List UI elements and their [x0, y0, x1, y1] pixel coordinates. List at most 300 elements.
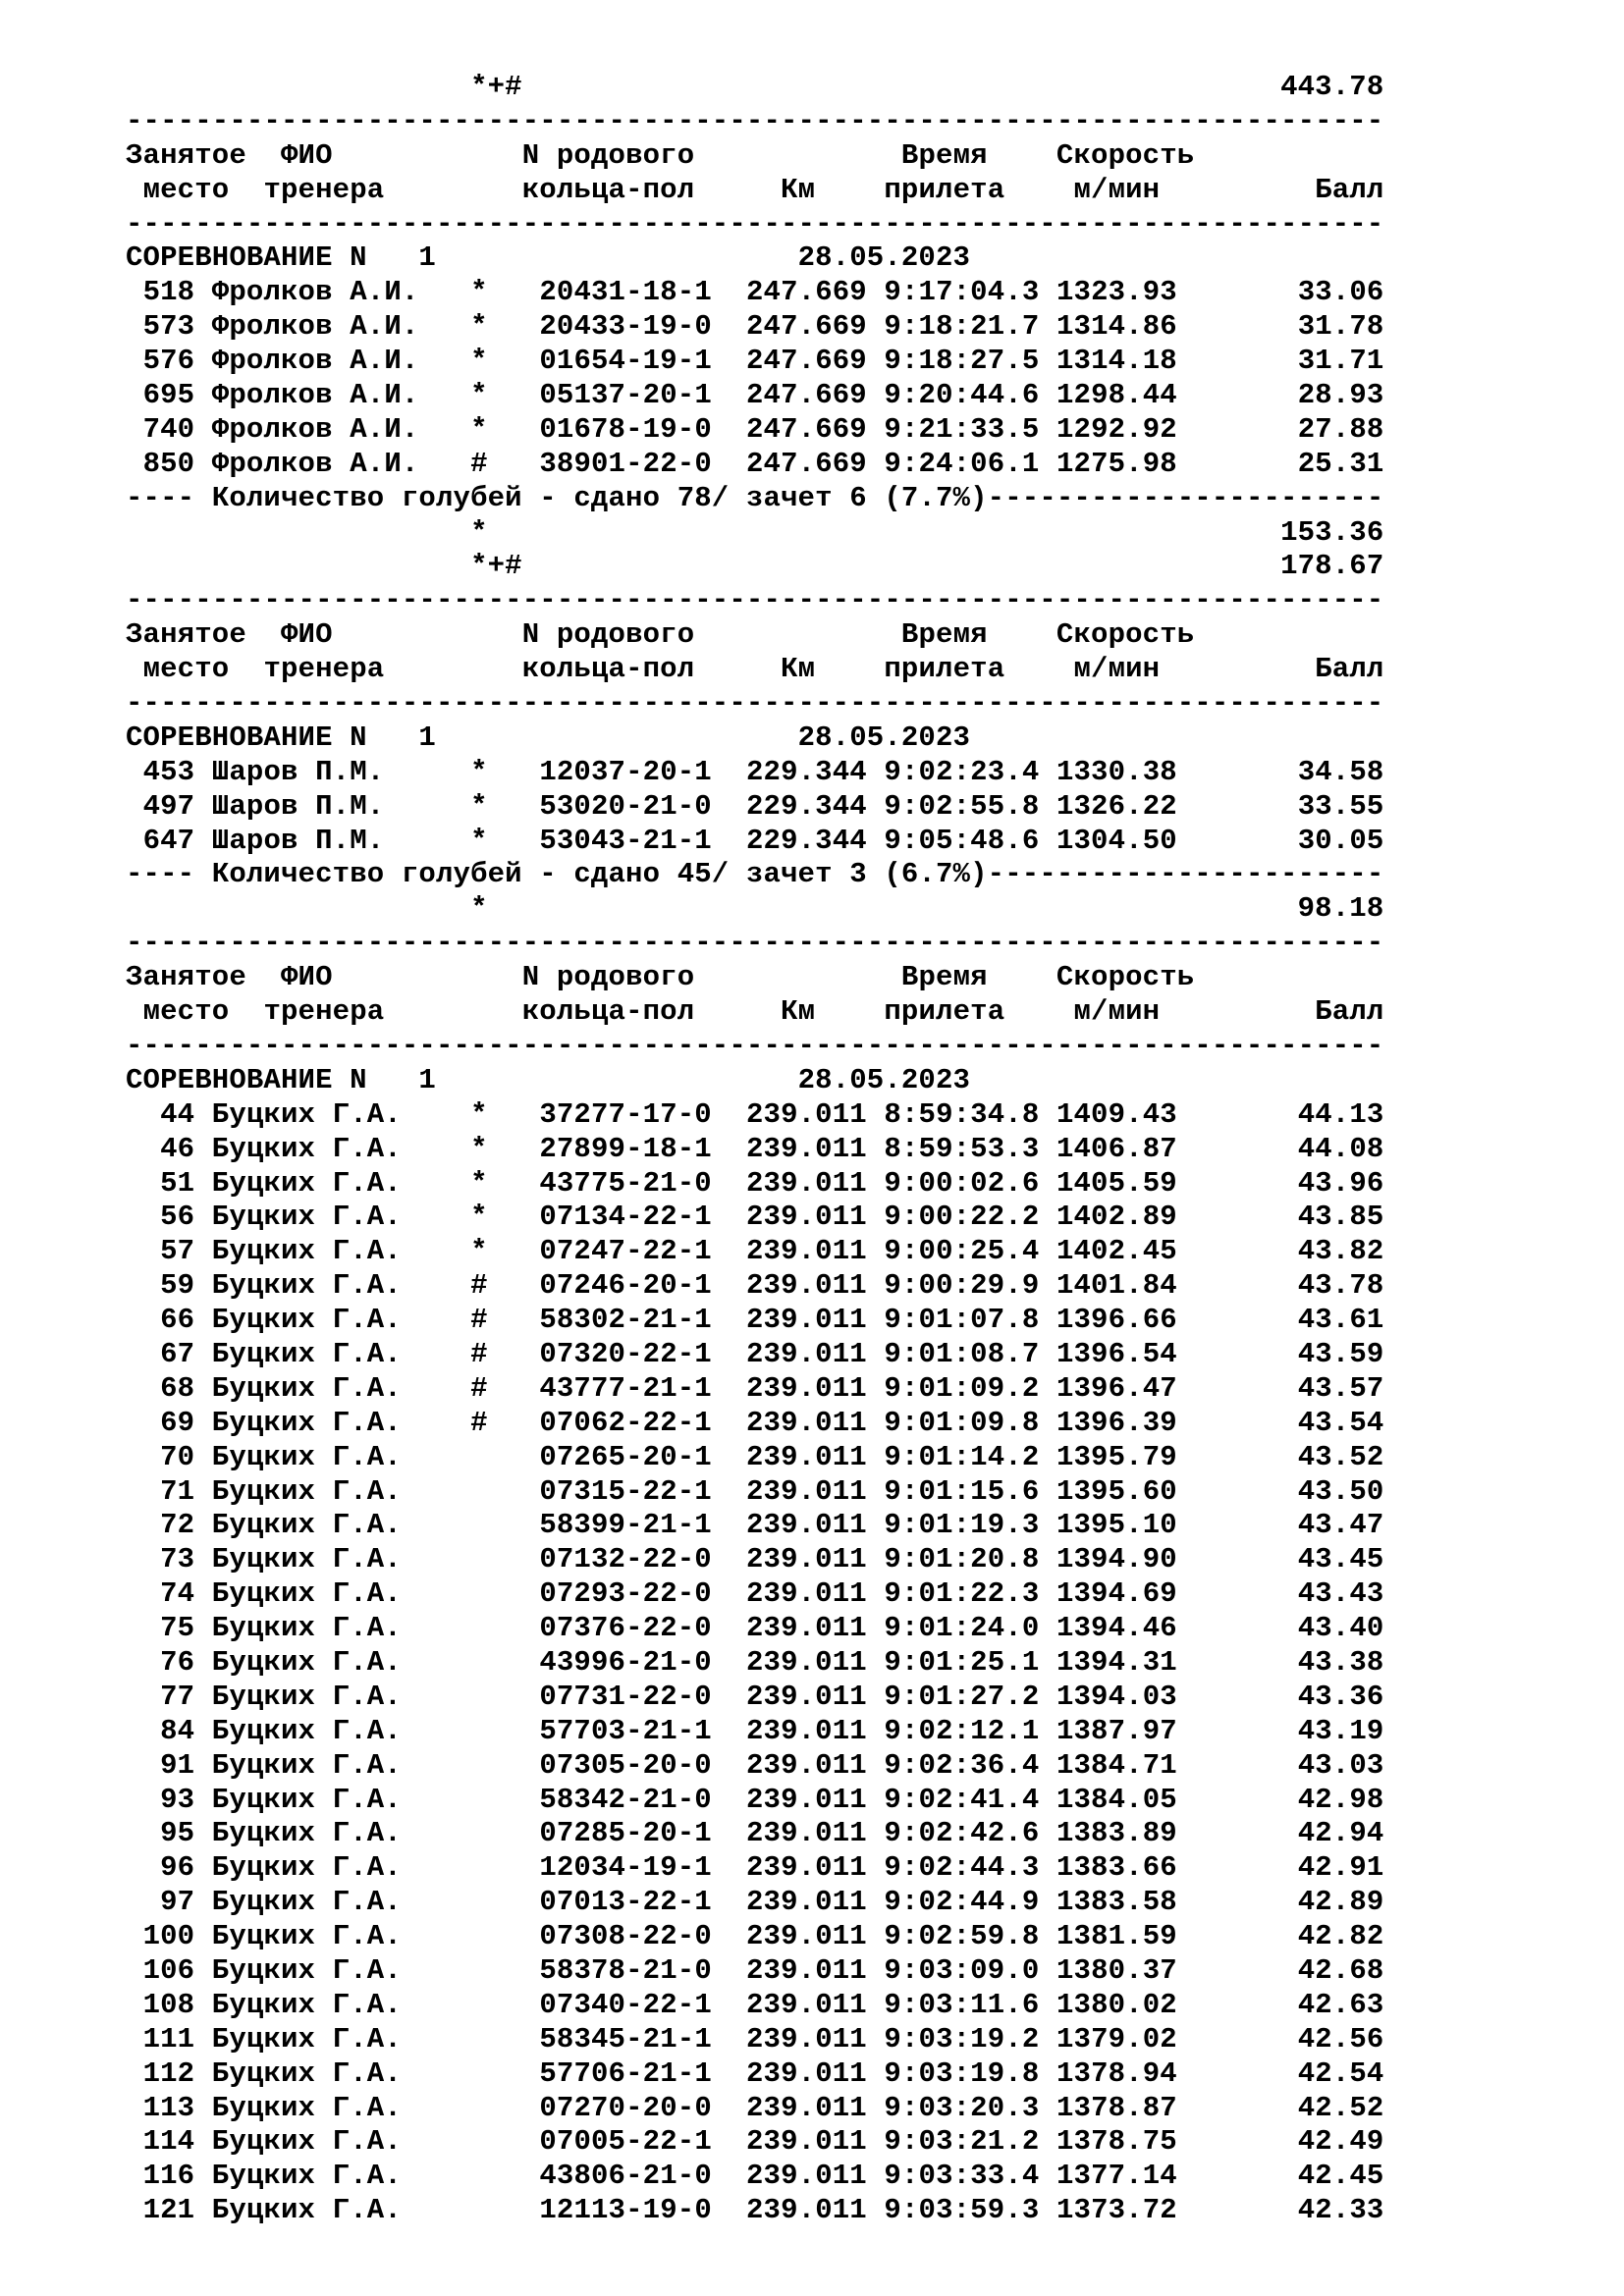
- mark: [470, 1817, 488, 1849]
- speed: 1314.18: [1056, 345, 1177, 378]
- place: 573: [142, 310, 195, 344]
- trainer-name: Буцких Г.А.: [211, 1132, 402, 1165]
- speed: 1314.86: [1056, 310, 1177, 344]
- speed: 1383.66: [1056, 1851, 1177, 1885]
- distance-km: 239.011: [745, 1235, 867, 1268]
- arrival-time: 9:03:59.3: [884, 2194, 1040, 2227]
- place: 59: [160, 1269, 195, 1303]
- competition-title: СОРЕВНОВАНИЕ N 1: [126, 241, 436, 275]
- trainer-name: Буцких Г.А.: [211, 1748, 402, 1782]
- speed: 1298.44: [1056, 379, 1177, 412]
- place: 850: [142, 447, 195, 480]
- col-time: Время: [900, 138, 988, 172]
- ring-number: 07340-22-1: [539, 1988, 712, 2021]
- score: 43.36: [1297, 1680, 1384, 1713]
- ring-number: 43996-21-0: [539, 1645, 712, 1679]
- ring-number: 07062-22-1: [539, 1406, 712, 1439]
- distance-km: 247.669: [745, 276, 867, 309]
- speed: 1275.98: [1056, 447, 1177, 480]
- arrival-time: 9:00:29.9: [884, 1269, 1040, 1303]
- trainer-name: Буцких Г.А.: [211, 1577, 402, 1611]
- result-row: [126, 1167, 1383, 1201]
- distance-km: 239.011: [745, 1132, 867, 1165]
- speed: 1326.22: [1056, 789, 1177, 823]
- mark: #: [470, 1337, 488, 1370]
- header-row-1: [126, 961, 1383, 995]
- arrival-time: 9:03:09.0: [884, 1953, 1040, 1987]
- trainer-name: Буцких Г.А.: [211, 1509, 402, 1542]
- arrival-time: 9:17:04.3: [884, 276, 1040, 309]
- arrival-time: 9:02:41.4: [884, 1783, 1040, 1816]
- score: 25.31: [1297, 447, 1384, 480]
- ring-number: 12034-19-1: [539, 1851, 712, 1885]
- place: 93: [160, 1783, 195, 1816]
- mark: #: [470, 1406, 488, 1439]
- total-value: 443.78: [1280, 71, 1384, 103]
- place: 56: [160, 1201, 195, 1234]
- arrival-time: 9:18:21.7: [884, 310, 1040, 344]
- trainer-name: Шаров П.М.: [211, 824, 385, 857]
- ring-number: 38901-22-0: [539, 447, 712, 480]
- mark: [470, 2057, 488, 2090]
- mark: [470, 1441, 488, 1473]
- col-score: Балл: [1315, 995, 1384, 1029]
- arrival-time: 9:03:21.2: [884, 2125, 1040, 2159]
- trainer-name: Буцких Г.А.: [211, 1235, 402, 1268]
- result-row: [126, 1920, 1383, 1954]
- arrival-time: 9:02:59.8: [884, 1920, 1040, 1953]
- col-ring: кольца-пол: [521, 173, 695, 206]
- place: 74: [160, 1577, 195, 1611]
- place: 497: [142, 789, 195, 823]
- distance-km: 239.011: [745, 1337, 867, 1370]
- printout: [126, 71, 1383, 2228]
- trainer-name: Буцких Г.А.: [211, 1612, 402, 1645]
- ring-number: 07315-22-1: [539, 1474, 712, 1508]
- separator-line: [126, 927, 1383, 961]
- ring-number: 53043-21-1: [539, 824, 712, 857]
- col-ring: N родового: [521, 618, 695, 652]
- separator-line: [126, 687, 1383, 721]
- total-value: 178.67: [1280, 550, 1384, 583]
- score: 44.13: [1297, 1097, 1384, 1131]
- arrival-time: 9:01:09.8: [884, 1406, 1040, 1439]
- trainer-name: Буцких Г.А.: [211, 1920, 402, 1953]
- dashes: -------------------------------------------------------------------------: [126, 687, 1384, 721]
- place: 46: [160, 1132, 195, 1165]
- distance-km: 239.011: [745, 1953, 867, 1987]
- score: 43.03: [1297, 1748, 1384, 1782]
- place: 84: [160, 1714, 195, 1747]
- mark: #: [470, 1269, 488, 1303]
- mark: *: [470, 1132, 488, 1165]
- distance-km: 239.011: [745, 1817, 867, 1850]
- result-row: [126, 1784, 1383, 1818]
- summary-line: [126, 858, 1383, 892]
- place: 453: [142, 755, 195, 788]
- score: 42.91: [1297, 1851, 1384, 1885]
- distance-km: 239.011: [745, 1680, 867, 1713]
- mark: [470, 2023, 488, 2056]
- result-row: [126, 1098, 1383, 1133]
- trainer-name: Буцких Г.А.: [211, 1406, 402, 1439]
- result-row: [126, 1851, 1383, 1886]
- mark: [470, 1715, 488, 1747]
- distance-km: 239.011: [745, 1543, 867, 1576]
- ring-number: 07247-22-1: [539, 1235, 712, 1268]
- arrival-time: 9:01:08.7: [884, 1337, 1040, 1370]
- mark: *: [470, 824, 488, 857]
- speed: 1378.75: [1056, 2125, 1177, 2159]
- trainer-name: Буцких Г.А.: [211, 1371, 402, 1405]
- score: 42.94: [1297, 1817, 1384, 1850]
- result-row: [126, 310, 1383, 345]
- result-row: [126, 345, 1383, 379]
- ring-number: 07134-22-1: [539, 1201, 712, 1234]
- place: 44: [160, 1097, 195, 1131]
- speed: 1378.94: [1056, 2056, 1177, 2090]
- separator-line: [126, 1030, 1383, 1064]
- competition-date: 28.05.2023: [797, 1063, 971, 1096]
- result-row: [126, 1989, 1383, 2023]
- col-time: Время: [900, 961, 988, 994]
- result-row: [126, 790, 1383, 825]
- ring-number: 12113-19-0: [539, 2194, 712, 2227]
- result-row: [126, 1612, 1383, 1646]
- trainer-name: Буцких Г.А.: [211, 1714, 402, 1747]
- speed: 1304.50: [1056, 824, 1177, 857]
- competition-line: [126, 1064, 1383, 1098]
- score: 43.38: [1297, 1645, 1384, 1679]
- speed: 1330.38: [1056, 755, 1177, 788]
- distance-km: 239.011: [745, 1851, 867, 1885]
- place: 96: [160, 1851, 195, 1885]
- arrival-time: 9:02:44.9: [884, 1886, 1040, 1919]
- result-row: [126, 1338, 1383, 1372]
- result-row: [126, 1886, 1383, 1920]
- arrival-time: 9:24:06.1: [884, 447, 1040, 480]
- ring-number: 58345-21-1: [539, 2022, 712, 2056]
- trainer-name: Буцких Г.А.: [211, 1988, 402, 2021]
- trainer-name: Буцких Г.А.: [211, 1474, 402, 1508]
- place: 72: [160, 1509, 195, 1542]
- result-row: [126, 756, 1383, 790]
- trainer-name: Буцких Г.А.: [211, 1886, 402, 1919]
- mark: [470, 1543, 488, 1575]
- col-speed: м/мин: [1073, 995, 1161, 1029]
- speed: 1383.58: [1056, 1886, 1177, 1919]
- total-marker: *+#: [470, 71, 522, 103]
- score: 33.55: [1297, 789, 1384, 823]
- arrival-time: 9:03:20.3: [884, 2091, 1040, 2124]
- trainer-name: Шаров П.М.: [211, 789, 385, 823]
- col-score: Балл: [1315, 653, 1384, 686]
- place: 68: [160, 1371, 195, 1405]
- trainer-name: Буцких Г.А.: [211, 1680, 402, 1713]
- score: 43.40: [1297, 1612, 1384, 1645]
- ring-number: 07013-22-1: [539, 1886, 712, 1919]
- speed: 1401.84: [1056, 1269, 1177, 1303]
- distance-km: 239.011: [745, 1714, 867, 1747]
- result-row: [126, 413, 1383, 448]
- dashes: -------------------------------------------------------------------------: [126, 207, 1384, 240]
- result-row: [126, 1133, 1383, 1167]
- ring-number: 07731-22-0: [539, 1680, 712, 1713]
- total-marker: *: [470, 515, 488, 549]
- col-speed: Скорость: [1056, 138, 1195, 172]
- col-ring: N родового: [521, 138, 695, 172]
- col-ring: кольца-пол: [521, 995, 695, 1029]
- trainer-name: Буцких Г.А.: [211, 1543, 402, 1576]
- place: 77: [160, 1680, 195, 1713]
- arrival-time: 9:00:22.2: [884, 1201, 1040, 1234]
- col-km: Км: [781, 995, 816, 1029]
- ring-number: 12037-20-1: [539, 755, 712, 788]
- place: 57: [160, 1235, 195, 1268]
- score: 42.52: [1297, 2091, 1384, 2124]
- arrival-time: 9:18:27.5: [884, 345, 1040, 378]
- mark: *: [470, 1166, 488, 1200]
- trainer-name: Буцких Г.А.: [211, 2125, 402, 2159]
- arrival-time: 9:01:20.8: [884, 1543, 1040, 1576]
- distance-km: 247.669: [745, 345, 867, 378]
- place: 108: [142, 1988, 195, 2021]
- distance-km: 239.011: [745, 1577, 867, 1611]
- mark: [470, 1749, 488, 1782]
- trainer-name: Фролков А.И.: [211, 310, 419, 344]
- speed: 1379.02: [1056, 2022, 1177, 2056]
- ring-number: 07270-20-0: [539, 2091, 712, 2124]
- speed: 1394.69: [1056, 1577, 1177, 1611]
- mark: #: [470, 1304, 488, 1337]
- score: 43.19: [1297, 1714, 1384, 1747]
- score: 31.71: [1297, 345, 1384, 378]
- result-row: [126, 1269, 1383, 1304]
- col-fio: тренера: [263, 653, 385, 686]
- distance-km: 239.011: [745, 2194, 867, 2227]
- col-speed: Скорость: [1056, 618, 1195, 652]
- trainer-name: Фролков А.И.: [211, 276, 419, 309]
- arrival-time: 9:01:19.3: [884, 1509, 1040, 1542]
- speed: 1402.89: [1056, 1201, 1177, 1234]
- score: 42.98: [1297, 1783, 1384, 1816]
- speed: 1395.10: [1056, 1509, 1177, 1542]
- result-row: [126, 2194, 1383, 2228]
- distance-km: 239.011: [745, 1748, 867, 1782]
- place: 116: [142, 2160, 195, 2193]
- col-place: Занятое: [126, 961, 246, 994]
- score: 43.50: [1297, 1474, 1384, 1508]
- mark: *: [470, 310, 488, 344]
- score: 42.63: [1297, 1988, 1384, 2021]
- distance-km: 229.344: [745, 824, 867, 857]
- place: 70: [160, 1440, 195, 1473]
- mark: *: [470, 412, 488, 446]
- distance-km: 229.344: [745, 789, 867, 823]
- mark: *: [470, 789, 488, 823]
- score: 34.58: [1297, 755, 1384, 788]
- speed: 1395.79: [1056, 1440, 1177, 1473]
- speed: 1292.92: [1056, 412, 1177, 446]
- speed: 1384.05: [1056, 1783, 1177, 1816]
- distance-km: 239.011: [745, 2091, 867, 2124]
- score: 43.61: [1297, 1304, 1384, 1337]
- distance-km: 239.011: [745, 1645, 867, 1679]
- trainer-name: Буцких Г.А.: [211, 1304, 402, 1337]
- competition-date: 28.05.2023: [797, 241, 971, 275]
- ring-number: 37277-17-0: [539, 1097, 712, 1131]
- mark: [470, 1681, 488, 1713]
- place: 67: [160, 1337, 195, 1370]
- result-row: [126, 2057, 1383, 2092]
- distance-km: 247.669: [745, 310, 867, 344]
- col-fio: ФИО: [280, 138, 333, 172]
- result-row: [126, 2160, 1383, 2194]
- speed: 1377.14: [1056, 2160, 1177, 2193]
- score: 43.82: [1297, 1235, 1384, 1268]
- place: 95: [160, 1817, 195, 1850]
- place: 695: [142, 379, 195, 412]
- mark: [470, 1954, 488, 1987]
- col-place: место: [142, 173, 230, 206]
- speed: 1396.47: [1056, 1371, 1177, 1405]
- speed: 1387.97: [1056, 1714, 1177, 1747]
- dashes: ----: [126, 481, 212, 514]
- result-row: [126, 1577, 1383, 1612]
- col-fio: ФИО: [280, 961, 333, 994]
- place: 97: [160, 1886, 195, 1919]
- mark: *: [470, 379, 488, 412]
- competition-line: [126, 721, 1383, 756]
- mark: #: [470, 1371, 488, 1405]
- trainer-name: Буцких Г.А.: [211, 1269, 402, 1303]
- place: 518: [142, 276, 195, 309]
- mark: [470, 1646, 488, 1679]
- col-ring: N родового: [521, 961, 695, 994]
- arrival-time: 9:03:11.6: [884, 1988, 1040, 2021]
- result-row: [126, 1715, 1383, 1749]
- arrival-time: 9:02:42.6: [884, 1817, 1040, 1850]
- trainer-name: Буцких Г.А.: [211, 1953, 402, 1987]
- ring-number: 07320-22-1: [539, 1337, 712, 1370]
- trainer-name: Шаров П.М.: [211, 755, 385, 788]
- distance-km: 239.011: [745, 1371, 867, 1405]
- arrival-time: 9:00:02.6: [884, 1166, 1040, 1200]
- result-row: [126, 1509, 1383, 1543]
- score: 43.47: [1297, 1509, 1384, 1542]
- total-marker: *+#: [470, 550, 522, 583]
- arrival-time: 9:02:12.1: [884, 1714, 1040, 1747]
- trainer-name: Буцких Г.А.: [211, 1440, 402, 1473]
- competition-title: СОРЕВНОВАНИЕ N 1: [126, 1063, 436, 1096]
- trainer-name: Буцких Г.А.: [211, 1337, 402, 1370]
- arrival-time: 9:02:55.8: [884, 789, 1040, 823]
- ring-number: 07376-22-0: [539, 1612, 712, 1645]
- result-row: [126, 1681, 1383, 1715]
- summary-text: Количество голубей - сдано 45/ зачет 3 (6.7%): [211, 858, 988, 891]
- result-row: [126, 1817, 1383, 1851]
- dashes: -------------------------------------------------------------------------: [126, 927, 1384, 960]
- distance-km: 239.011: [745, 2160, 867, 2193]
- trainer-name: Буцких Г.А.: [211, 1817, 402, 1850]
- ring-number: 57703-21-1: [539, 1714, 712, 1747]
- arrival-time: 9:21:33.5: [884, 412, 1040, 446]
- trainer-name: Буцких Г.А.: [211, 1166, 402, 1200]
- place: 69: [160, 1406, 195, 1439]
- trainer-name: Фролков А.И.: [211, 345, 419, 378]
- distance-km: 239.011: [745, 1920, 867, 1953]
- col-time: прилета: [884, 653, 1005, 686]
- arrival-time: 9:02:23.4: [884, 755, 1040, 788]
- mark: [470, 1886, 488, 1918]
- separator-line: [126, 584, 1383, 618]
- mark: [470, 1577, 488, 1610]
- trainer-name: Фролков А.И.: [211, 379, 419, 412]
- total-value: 153.36: [1280, 515, 1384, 549]
- place: 76: [160, 1645, 195, 1679]
- speed: 1402.45: [1056, 1235, 1177, 1268]
- score: 30.05: [1297, 824, 1384, 857]
- total-line: [126, 71, 1383, 105]
- header-row-2: [126, 174, 1383, 208]
- speed: 1396.66: [1056, 1304, 1177, 1337]
- place: 71: [160, 1474, 195, 1508]
- mark: [470, 1920, 488, 1952]
- result-row: [126, 825, 1383, 859]
- result-row: [126, 1475, 1383, 1510]
- place: 576: [142, 345, 195, 378]
- ring-number: 07285-20-1: [539, 1817, 712, 1850]
- place: 91: [160, 1748, 195, 1782]
- score: 42.56: [1297, 2022, 1384, 2056]
- distance-km: 239.011: [745, 1440, 867, 1473]
- mark: *: [470, 1097, 488, 1131]
- col-fio: тренера: [263, 173, 385, 206]
- col-speed: м/мин: [1073, 173, 1161, 206]
- distance-km: 239.011: [745, 1988, 867, 2021]
- dashes: -------------------------------------------------------------------------: [126, 1029, 1384, 1062]
- arrival-time: 9:02:36.4: [884, 1748, 1040, 1782]
- separator-line: [126, 105, 1383, 139]
- trainer-name: Фролков А.И.: [211, 412, 419, 446]
- score: 43.78: [1297, 1269, 1384, 1303]
- speed: 1383.89: [1056, 1817, 1177, 1850]
- speed: 1381.59: [1056, 1920, 1177, 1953]
- ring-number: 43806-21-0: [539, 2160, 712, 2193]
- speed: 1394.31: [1056, 1645, 1177, 1679]
- col-place: место: [142, 995, 230, 1029]
- header-row-1: [126, 618, 1383, 653]
- place: 112: [142, 2056, 195, 2090]
- speed: 1373.72: [1056, 2194, 1177, 2227]
- trainer-name: Фролков А.И.: [211, 447, 419, 480]
- mark: [470, 1612, 488, 1644]
- ring-number: 07005-22-1: [539, 2125, 712, 2159]
- ring-number: 43775-21-0: [539, 1166, 712, 1200]
- mark: [470, 1509, 488, 1541]
- ring-number: 43777-21-1: [539, 1371, 712, 1405]
- ring-number: 57706-21-1: [539, 2056, 712, 2090]
- arrival-time: 9:01:24.0: [884, 1612, 1040, 1645]
- arrival-time: 9:01:27.2: [884, 1680, 1040, 1713]
- result-row: [126, 2092, 1383, 2126]
- arrival-time: 9:03:19.8: [884, 2056, 1040, 2090]
- total-line: [126, 550, 1383, 584]
- separator-line: [126, 208, 1383, 242]
- total-marker: *: [470, 892, 488, 926]
- ring-number: 20433-19-0: [539, 310, 712, 344]
- dashes: ----: [126, 858, 212, 891]
